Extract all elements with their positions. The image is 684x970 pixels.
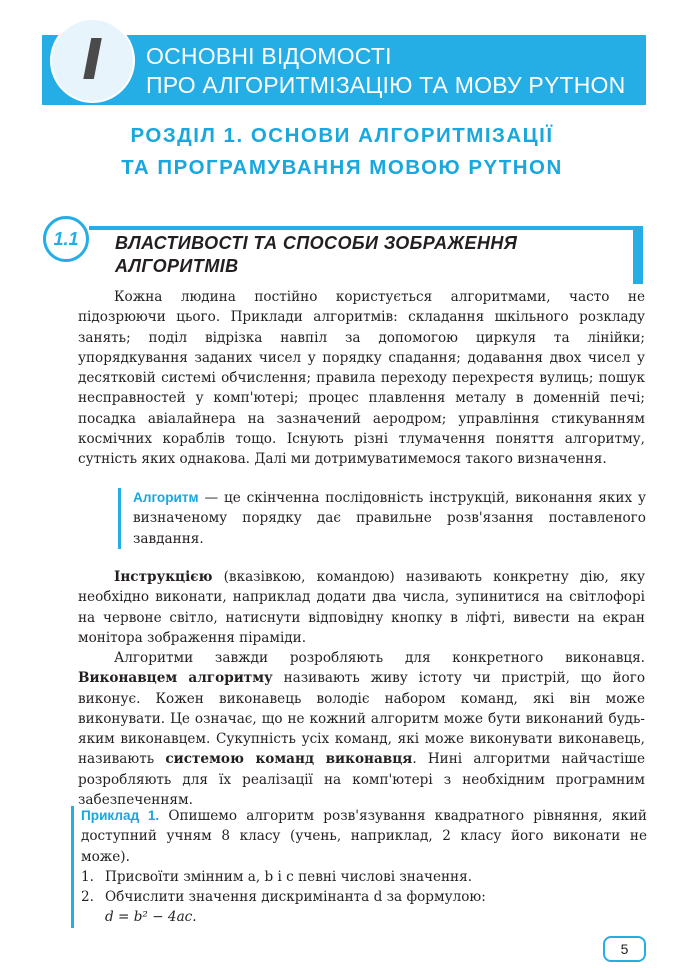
page-number: 5 [620,941,629,957]
topic-frame-right [633,226,643,284]
definition-text: — це скінченна послідовність інструкцій, виконання яких у визначеному порядку дає правильне розв'язання поставленого завдання. [133,490,646,547]
example-block [71,806,647,928]
instruction-paragraph [78,567,645,648]
chapter-title-line2: ПРО АЛГОРИТМІЗАЦІЮ ТА МОВУ PYTHON [146,72,626,98]
definition-term: Алгоритм [133,490,199,505]
example-label: Приклад 1. [81,808,160,823]
step-number: 2. [81,889,94,906]
example-intro-text: Опишемо алгоритм розв'язування квадратного рівняння, який доступний учням 8 класу (учень, наприклад, 2 класу його виконати не може). [81,808,647,865]
instruction-text: (вказівкою, командою) називають конкретну дію, яку необхідно виконати, наприклад додати два числа, зупинитися на світлофорі на червоне світло, натиснути відповідну кнопку в ліфті, вивести на екран монітора зображення піраміди. [78,569,645,646]
executor-text-2: називають живу істоту чи пристрій, що його виконує. Кожен виконавець володіє набором команд, які він може виконувати. Це означає, що не кожний алгоритм може бути виконаний будь-яким виконавцем. Сукупність усіх команд, які може виконувати виконавець, називають [78,670,646,768]
topic-frame-top [89,226,637,230]
topic-title-line2: АЛГОРИТМІВ [115,255,239,276]
section-title-line2: ТА ПРОГРАМУВАННЯ МОВОЮ PYTHON [121,156,563,179]
step-text: Присвоїти змінним a, b і c певні числові значення. [105,868,473,885]
chapter-numeral: I [82,27,103,93]
executor-text-3: . Нині алгоритми найчастіше розробляють для їх реалізації на комп'ютері з необхідним програмним забезпеченням. [78,751,645,809]
section-title-line1: РОЗДІЛ 1. ОСНОВИ АЛГОРИТМІЗАЦІЇ [130,124,554,147]
instruction-term: Інструкцією [114,569,213,585]
chapter-numeral-badge [50,18,135,103]
topic-number-badge [43,216,89,262]
instruction-paragraph-block [78,567,645,648]
example-step [81,867,647,887]
example-step [81,887,647,907]
intro-paragraph-block [78,287,645,470]
topic-number: 1.1 [53,228,79,249]
topic-title-line1: ВЛАСТИВОСТІ ТА СПОСОБИ ЗОБРАЖЕННЯ [115,233,518,253]
step-number: 1. [81,868,94,885]
command-system-term: системою команд виконавця [165,751,413,768]
executor-term: Виконавцем алгоритму [78,670,273,687]
executor-text-1: Алгоритми завжди розробляють для конкретного виконавця. [114,650,645,666]
step-text: Обчислити значення дискримінанта d за формулою: [105,889,486,906]
topic-title [115,232,517,277]
chapter-title [146,42,625,100]
executor-paragraph [78,648,645,810]
chapter-title-line1: ОСНОВНІ ВІДОМОСТІ [146,43,392,69]
example-intro [81,806,647,867]
executor-paragraph-block [78,648,645,810]
discriminant-formula: d = b² − 4ac. [105,909,197,926]
intro-paragraph: Кожна людина постійно користується алгоритмами, часто не підозрюючи цього. Приклади алгоритмів: складання шкільного розкладу занять; поділ відрізка навпіл за допомогою циркуля та лінійки; упорядкування заданих чисел у порядку спадання; додавання двох чисел у десятковій системі обчислення; правила переходу перехрестя вулиць; пошук несправностей у комп'ютері; процес плавлення металу в доменній печі; посадка авіалайнера на зазначений аеродром; управління стикуванням космічних кораблів тощо. Існують різні тлумачення поняття алгоритму, сутність яких однакова. Далі ми дотримуватимемося такого визначення. [78,289,645,468]
definition-block [118,488,646,549]
page-number-box [603,936,646,962]
section-title [0,120,684,184]
